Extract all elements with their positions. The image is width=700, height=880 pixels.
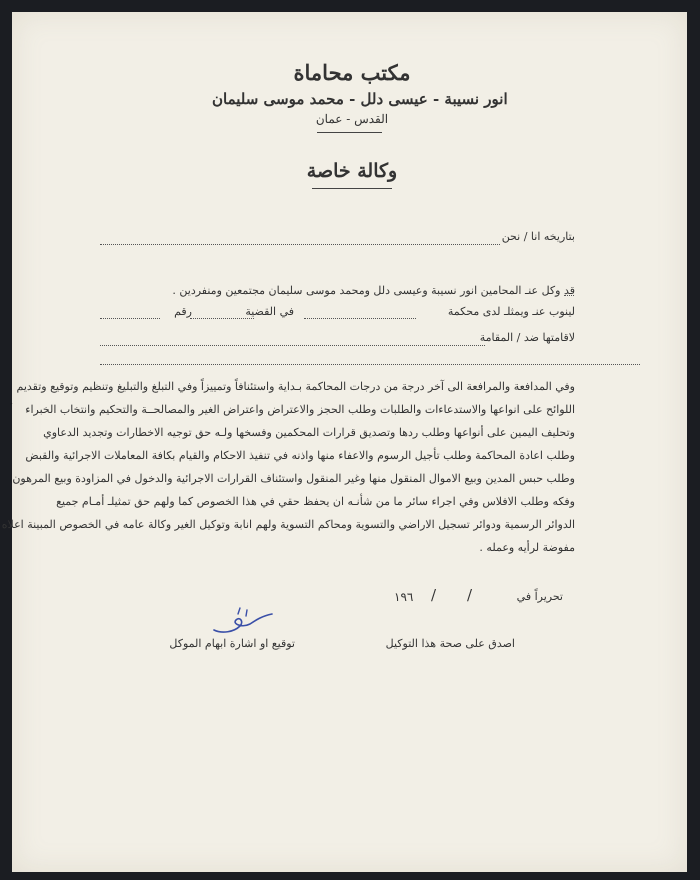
body-line: مفوضة لرأيه وعمله . xyxy=(479,541,575,554)
body-line: وفكه وطلب الافلاس وفي اجراء سائر ما من شأنـه ان يحفظ حقي في هذا الخصوص كما ولهم حق تمثيلـ أمـام جميع xyxy=(56,495,575,508)
office-cities: القدس - عمان xyxy=(315,112,389,126)
appointment-line: قد وكل عنـ المحامين انور نسيبة وعيسى دلل ومحمد موسى سليمان مجتمعين ومنفردين . xyxy=(172,284,575,297)
case-label: في القضية xyxy=(245,305,294,318)
blank-fill-line xyxy=(100,364,640,365)
body-line: اللوائح على انواعها والاستدعاءات والطلبات وطلب الحجز والاعتراض واعتراض الغير والمصالحــة والتحكيم وانتخاب الخبراء xyxy=(25,403,575,416)
body-line: وتحليف اليمين على أنواعها وطلب ردها وتصديق قرارات المحكمين وفسخها ولـه حق توجيه الاخطارات وتجديد الدعاوي xyxy=(43,426,575,439)
body-line: وطلب اعادة المحاكمة وطلب تأجيل الرسوم والاعفاء منها واذنه في تنفيذ الاحكام والقيام بكافة المعاملات الاجرائية والقبض xyxy=(25,449,575,462)
body-line: وفي المدافعة والمرافعة الى آخر درجة من درجات المحاكمة بـداية واستئنافاً وتمييزاً وفي التبلغ والتبليغ وتنظيم وتوقيع وتقديم xyxy=(16,380,575,393)
number-blank xyxy=(100,318,160,319)
date-label: بتاريخه انا / نحن xyxy=(501,230,575,243)
document-title: وكالة خاصة xyxy=(306,160,398,182)
against-fill-line xyxy=(100,345,485,346)
signature-lettering: عيسى xyxy=(10,404,13,405)
handwritten-signature xyxy=(10,404,280,640)
body-line: وطلب حبس المدين وبيع الاموال المنقول منها وغير المنقول واستئناف القرارات الاجرائية والدخول في المزاودة وبيع المرهون xyxy=(12,472,575,485)
case-blank xyxy=(190,318,254,319)
document-page xyxy=(1,12,687,872)
court-blank xyxy=(304,318,416,319)
title-underline xyxy=(312,188,392,189)
represent-label: لينوب عنـ ويمثلـ لدى محكمة xyxy=(447,305,575,318)
appointment-blank xyxy=(564,295,574,296)
office-title: مكتب محاماة xyxy=(293,60,411,85)
body-line: الدوائر الرسمية ودوائر تسجيل الاراضي والتسوية ومحاكم التسوية ولهم انابة وتوكيل الغير وكالة عامه في الخصوص المبينة اعلاه xyxy=(1,518,575,531)
against-label: لاقامتها ضد / المقامة xyxy=(479,331,575,344)
date-fill-line xyxy=(100,244,500,245)
date-separator: / xyxy=(467,586,473,604)
number-label: رقم xyxy=(174,305,192,318)
year-value: ١٩٦ xyxy=(394,590,414,604)
lawyer-names: انور نسيبة - عيسى دلل - محمد موسى سليمان xyxy=(212,90,508,108)
date-separator: / xyxy=(431,586,437,604)
header-underline xyxy=(317,132,382,133)
dated-label: تحريراً في xyxy=(516,590,563,603)
client-signature-label: توقيع او اشارة ابهام الموكل xyxy=(169,637,295,650)
certification-label: اصدق على صحة هذا التوكيل xyxy=(385,637,515,650)
